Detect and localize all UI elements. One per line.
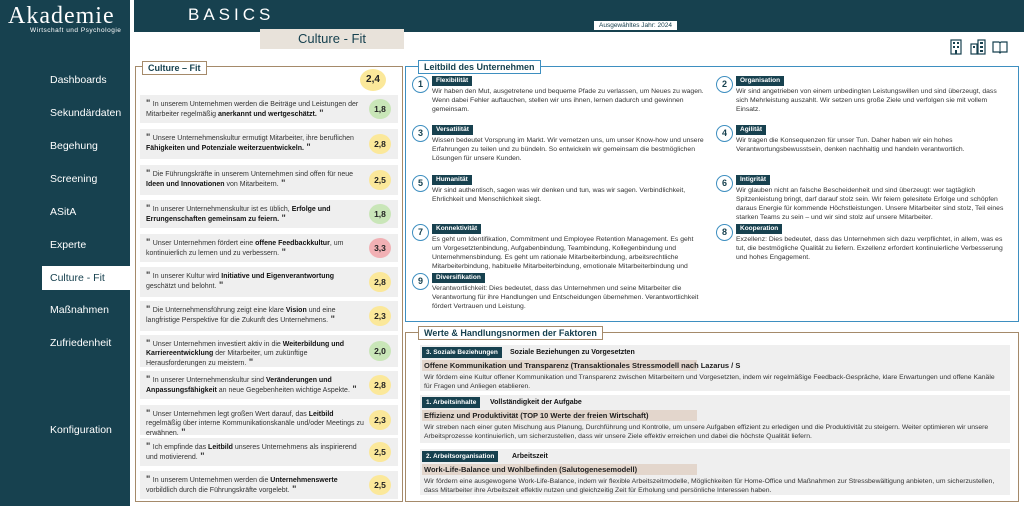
statement-pre: Unser Unternehmen investiert aktiv in die — [152, 341, 283, 348]
statement-pre: Ich empfinde das — [152, 444, 209, 451]
statement-pre: Die Unternehmensführung zeigt eine klare — [152, 307, 286, 314]
factor-subtitle: Soziale Beziehungen zu Vorgesetzten — [510, 349, 635, 356]
quote-open: " — [146, 304, 153, 314]
statement-post: der Mitarbeiter, um zukünftige Herausforderungen zu meistern. — [146, 350, 308, 367]
nav-culture-fit[interactable]: Culture - Fit — [42, 266, 130, 290]
leitbild-value — [716, 175, 1012, 223]
werte-label: Werte & Handlungsnormen der Faktoren — [418, 326, 603, 340]
factor-subtitle: Vollständigkeit der Aufgabe — [490, 399, 582, 406]
quote-open: " — [146, 98, 153, 108]
value-number: 9 — [412, 273, 429, 290]
value-text: Exzellenz: Dies bedeutet, dass das Unternehmen sich dazu verpflichtet, in allem, was es tut, die bestmögliche Qualität zu liefern. Exzellenz erfordert kontinuierliche Verbesserung und hohes Engagement. — [736, 236, 1003, 261]
factor-text: Wir fördern eine ausgewogene Work-Life-Balance, indem wir flexible Arbeitszeitmodelle, Möglichkeiten für Home-Office und Maßnahmen zur Stressbewältigung anbieten, um sicherzustellen, dass Mitarbeiter ihre Arbeitszeit effektiv nutzen und gleichzeitig Zeit für Erholung und persönliche Interessen haben. — [424, 478, 995, 494]
leitbild-value — [716, 125, 1012, 173]
nav-dashboards[interactable]: Dashboards — [50, 74, 107, 86]
value-text: Wir tragen die Konsequenzen für unser Tun. Daher haben wir ein hohes Verantwortungsbewusstsein, denken nachhaltig und handeln verantwortlich. — [736, 137, 965, 153]
quote-close: " — [279, 213, 286, 223]
quote-close: " — [216, 280, 224, 290]
quote-open: " — [146, 168, 153, 178]
factor-heading: Offene Kommunikation und Transparenz (Transaktionales Stressmodell nach Lazarus / S — [424, 361, 741, 370]
value-number: 6 — [716, 175, 733, 192]
statement-text — [146, 271, 364, 291]
quote-close: " — [279, 247, 286, 257]
quote-close: " — [278, 178, 286, 188]
quote-close: " — [289, 484, 297, 494]
leitbild-value — [412, 224, 708, 272]
statement-score: 2,5 — [369, 442, 391, 462]
quote-open: " — [146, 441, 153, 451]
building-icon[interactable] — [948, 39, 964, 55]
statement-highlight: Leitbild — [208, 444, 233, 451]
statement-post: , um kontinuierlich zu lernen und zu verbessern. — [146, 240, 344, 257]
value-text: Wir haben den Mut, ausgetretene und bequeme Pfade zu verlassen, um Neues zu wagen. Wenn dabei Fehler auftauchen, stellen wir uns ihnen, lernen dadurch und gewinnen gemeinsam. — [432, 88, 704, 113]
statement-row — [140, 234, 398, 262]
statement-pre: In unserem Unternehmen werden die — [152, 477, 271, 484]
statement-text — [146, 442, 364, 462]
logo — [8, 4, 124, 34]
factor-text: Wir streben nach einer guten Mischung aus Planung, Durchführung und Kontrolle, um unsere Aufgaben effizient zu erledigen und die Produktivität zu steigern. Weiter optimieren wir unsere Arbeitsprozesse kontinuierlich, um sicherzustellen, dass wir unsere Ziele effektiv erreichen und dabei die höchste Qualität liefern. — [424, 424, 989, 440]
statement-highlight: Fähigkeiten und Potenziale weiterzuentwickeln. — [146, 145, 304, 152]
value-number: 8 — [716, 224, 733, 241]
value-title: Humanität — [432, 175, 472, 185]
statement-text — [146, 238, 364, 258]
value-text: Wir sind authentisch, sagen was wir denken und tun, was wir sagen. Verbindlichkeit, Ehrlichkeit und Menschlichkeit siegt. — [432, 187, 686, 203]
factor-tag: 1. Arbeitsinhalte — [422, 397, 480, 408]
statement-score: 2,0 — [369, 341, 391, 361]
statement-text — [146, 99, 364, 119]
value-text: Wissen bedeutet Vorsprung im Markt. Wir vernetzen uns, um unser Know-how und unsere Erfahrungen zu teilen und zu bündeln. So entwickeln wir gemeinsam die bestmöglichen Lösungen für unsere Kunden. — [432, 137, 704, 162]
factor-card — [420, 449, 1010, 495]
statement-post: an neue Gegebenheiten wichtige Aspekte. — [216, 387, 350, 394]
value-text: Wir sind angetrieben von einem unbedingten Leistungswillen und sind überzeugt, dass sich Mehrleistung auszahlt. Wir setzen uns große Ziele und verfolgen sie mit vollem Einsatz. — [736, 88, 997, 113]
nav-zufriedenheit[interactable]: Zufriedenheit — [50, 337, 112, 349]
statement-highlight: anerkannt und wertgeschätzt. — [217, 111, 317, 118]
statement-text — [146, 409, 364, 438]
statement-text — [146, 475, 364, 495]
value-title: Organisation — [736, 76, 784, 86]
statement-pre: In unserem Unternehmen werden die Beiträge und Leistungen der Mitarbeiter regelmäßig — [146, 101, 359, 118]
value-text: Wir glauben nicht an falsche Bescheidenheit und sind überzeugt: wer tagtäglich Spitzenleistung bringt, darf darauf stolz sein. Wir feiern gelesitete Erfolge und schöpfen daraus Energie für kommende Höchstleistungen. Unsere Mitarbeiter sind stolz, Teil eines starken Teams zu sein – und wir sind stolz auf unsere Mitarbeiter. — [736, 187, 1004, 221]
quote-close: " — [178, 427, 186, 437]
statement-post: geschätzt und belohnt. — [146, 283, 217, 290]
quote-close: " — [303, 142, 311, 152]
statement-row — [140, 165, 398, 195]
leitbild-label: Leitbild des Unternehmen — [418, 60, 541, 74]
leitbild-value — [716, 224, 1012, 272]
statement-score: 1,8 — [369, 204, 391, 224]
statement-highlight: Unternehmenswerte — [270, 477, 338, 484]
logo-main: Akademie — [8, 3, 115, 29]
year-selector[interactable]: Ausgewähltes Jahr: 2024 — [594, 21, 677, 30]
factor-subtitle: Arbeitszeit — [512, 453, 548, 460]
value-title: Diversifikation — [432, 273, 485, 283]
value-number: 7 — [412, 224, 429, 241]
factor-text: Wir fördern eine Kultur offener Kommunikation und Transparenz zwischen Mitarbeitern und Vorgesetzten, indem wir regelmäßige Feedback-Gespräche, klare Erwartungen und offene Kanäle für Fragen und Anliegen etablieren. — [424, 374, 995, 390]
quote-open: " — [146, 374, 153, 384]
city-icon[interactable] — [970, 39, 986, 55]
statement-post: von Mitarbeitern. — [224, 181, 279, 188]
statement-score: 2,5 — [369, 475, 391, 495]
statement-post: und eine langfristige Perspektive für die Zukunft des Unternehmens. — [146, 307, 336, 324]
value-title: Agilität — [736, 125, 766, 135]
factor-tag: 3. Soziale Beziehungen — [422, 347, 502, 358]
statement-row — [140, 200, 398, 228]
statement-post: unseres Unternehmens als inspirierend und motivierend. — [146, 444, 357, 461]
quote-open: " — [146, 408, 153, 418]
factor-heading: Work-Life-Balance und Wohlbefinden (Salutogenesemodell) — [422, 464, 697, 475]
value-text: Es geht um Identifikation, Commitment und Employee Retention Management. Es geht um Vorgesetztenbindung, Aufgabenbindung, Teambindung, Kollegenbindung und Unternehmensbindung. Es geht um rationale Mitarbeiterbindung, arbeitsrechtliche Mitarbeiterbindung, habituelle Mitarbeiterbindung, emotionale Mitarbeiterbindung und — [432, 236, 694, 270]
statement-score: 2,8 — [369, 375, 391, 395]
leitbild-value — [412, 76, 708, 124]
statement-highlight: Initiative und Eigenverantwortung — [221, 273, 335, 280]
statement-highlight: Vision — [285, 307, 307, 314]
statement-row — [140, 95, 398, 123]
statement-row — [140, 405, 398, 435]
statement-post: vorbildlich durch die Führungskräfte vorgelebt. — [146, 487, 290, 494]
nav-sekundaerdaten[interactable]: Sekundärdaten — [50, 107, 122, 119]
statement-highlight: Weiterbildung und Karriereentwicklung — [146, 341, 345, 357]
value-number: 3 — [412, 125, 429, 142]
factor-card — [420, 345, 1010, 391]
value-title: Versatilität — [432, 125, 473, 135]
statement-row — [140, 471, 398, 499]
leitbild-panel — [405, 62, 1019, 322]
statement-post: regelmäßig über interne Kommunikationskanäle und/oder Meetings zu erwähnen. — [146, 420, 364, 437]
statement-highlight: Ideen und Innovationen — [146, 181, 225, 188]
value-number: 4 — [716, 125, 733, 142]
statement-score: 2,8 — [369, 272, 391, 292]
statement-highlight: Erfolge und Errungenschaften gemeinsam zu feiern. — [146, 206, 331, 223]
statement-score: 2,5 — [369, 170, 391, 190]
werte-panel — [405, 328, 1019, 502]
factor-heading: Effizienz und Produktivität (TOP 10 Werte der freien Wirtschaft) — [422, 410, 697, 421]
quote-close: " — [316, 108, 324, 118]
statement-score: 3,3 — [369, 238, 391, 258]
quote-open: " — [146, 338, 153, 348]
statement-text — [146, 204, 364, 224]
nav-massnahmen[interactable]: Maßnahmen — [50, 304, 109, 316]
culture-fit-label: Culture – Fit — [142, 61, 207, 75]
factor-tag: 2. Arbeitsorganisation — [422, 451, 498, 462]
statement-score: 2,3 — [369, 410, 391, 430]
nav-asita[interactable]: ASitA — [50, 206, 77, 218]
quote-open: " — [146, 474, 153, 484]
book-icon[interactable] — [992, 39, 1008, 55]
statement-pre: Unsere Unternehmenskultur ermutigt Mitarbeiter, ihre beruflichen — [152, 135, 354, 142]
quote-close: " — [349, 384, 357, 394]
statement-pre: Unser Unternehmen legt großen Wert darauf, das — [152, 411, 309, 418]
nav-experte[interactable]: Experte — [50, 239, 87, 251]
statement-text — [146, 169, 364, 189]
logo-sub: Wirtschaft und Psychologie — [30, 27, 122, 34]
statement-pre: In unserer Unternehmenskultur ist es üblich, — [152, 206, 292, 213]
statement-pre: In unserer Kultur wird — [152, 273, 222, 280]
value-title: Konnektivität — [432, 224, 481, 234]
statement-text — [146, 339, 364, 368]
tool-icons — [948, 39, 1008, 55]
statement-text — [146, 375, 364, 395]
statement-pre: Die Führungskräfte in unserem Unternehmen sind offen für neue — [152, 171, 354, 178]
top-bar — [134, 0, 1024, 32]
quote-close: " — [246, 357, 254, 367]
statement-row — [140, 335, 398, 367]
statement-pre: Unser Unternehmen fördert eine — [152, 240, 256, 247]
quote-open: " — [146, 132, 153, 142]
leitbild-value — [716, 76, 1012, 124]
statement-score: 1,8 — [369, 99, 391, 119]
value-title: Kooperation — [736, 224, 782, 234]
nav-screening[interactable]: Screening — [50, 173, 98, 185]
leitbild-value — [412, 125, 708, 173]
factor-card — [420, 395, 1010, 443]
statement-row — [140, 301, 398, 331]
sidebar — [0, 0, 130, 506]
nav-begehung[interactable]: Begehung — [50, 140, 98, 152]
quote-open: " — [146, 237, 153, 247]
statement-highlight: Leitbild — [308, 411, 334, 418]
value-title: Intigrität — [736, 175, 770, 185]
value-text: Verantwortlichkeit: Dies bedeutet, dass das Unternehmen und seine Mitarbeiter die Verantwortung für ihre Handlungen und Entscheidungen übernehmen. Verantwortlichkeit fördert Vertrauen und Leistung. — [432, 285, 699, 310]
quote-open: " — [146, 203, 153, 213]
quote-close: " — [328, 314, 335, 324]
statement-row — [140, 267, 398, 297]
average-score-badge: 2,4 — [360, 69, 386, 91]
statement-score: 2,3 — [369, 306, 391, 326]
leitbild-value — [412, 273, 708, 321]
quote-close: " — [197, 451, 205, 461]
nav-konfiguration[interactable]: Konfiguration — [50, 424, 112, 436]
statement-text — [146, 305, 364, 325]
leitbild-value — [412, 175, 708, 223]
section-title: BASICS — [188, 5, 275, 24]
statement-highlight: offene Feedbackkultur — [255, 240, 330, 247]
value-number: 5 — [412, 175, 429, 192]
statement-text — [146, 133, 364, 153]
statement-row — [140, 438, 398, 466]
statement-row — [140, 371, 398, 399]
culture-fit-panel — [135, 63, 403, 502]
value-number: 2 — [716, 76, 733, 93]
statement-highlight: Veränderungen und Anpassungsfähigkeit — [146, 377, 332, 394]
page-title: Culture - Fit — [260, 29, 404, 49]
value-number: 1 — [412, 76, 429, 93]
quote-open: " — [146, 270, 153, 280]
value-title: Flexibilität — [432, 76, 472, 86]
statement-score: 2,8 — [369, 134, 391, 154]
statement-pre: In unserer Unternehmenskultur sind — [152, 377, 267, 384]
statement-row — [140, 129, 398, 159]
